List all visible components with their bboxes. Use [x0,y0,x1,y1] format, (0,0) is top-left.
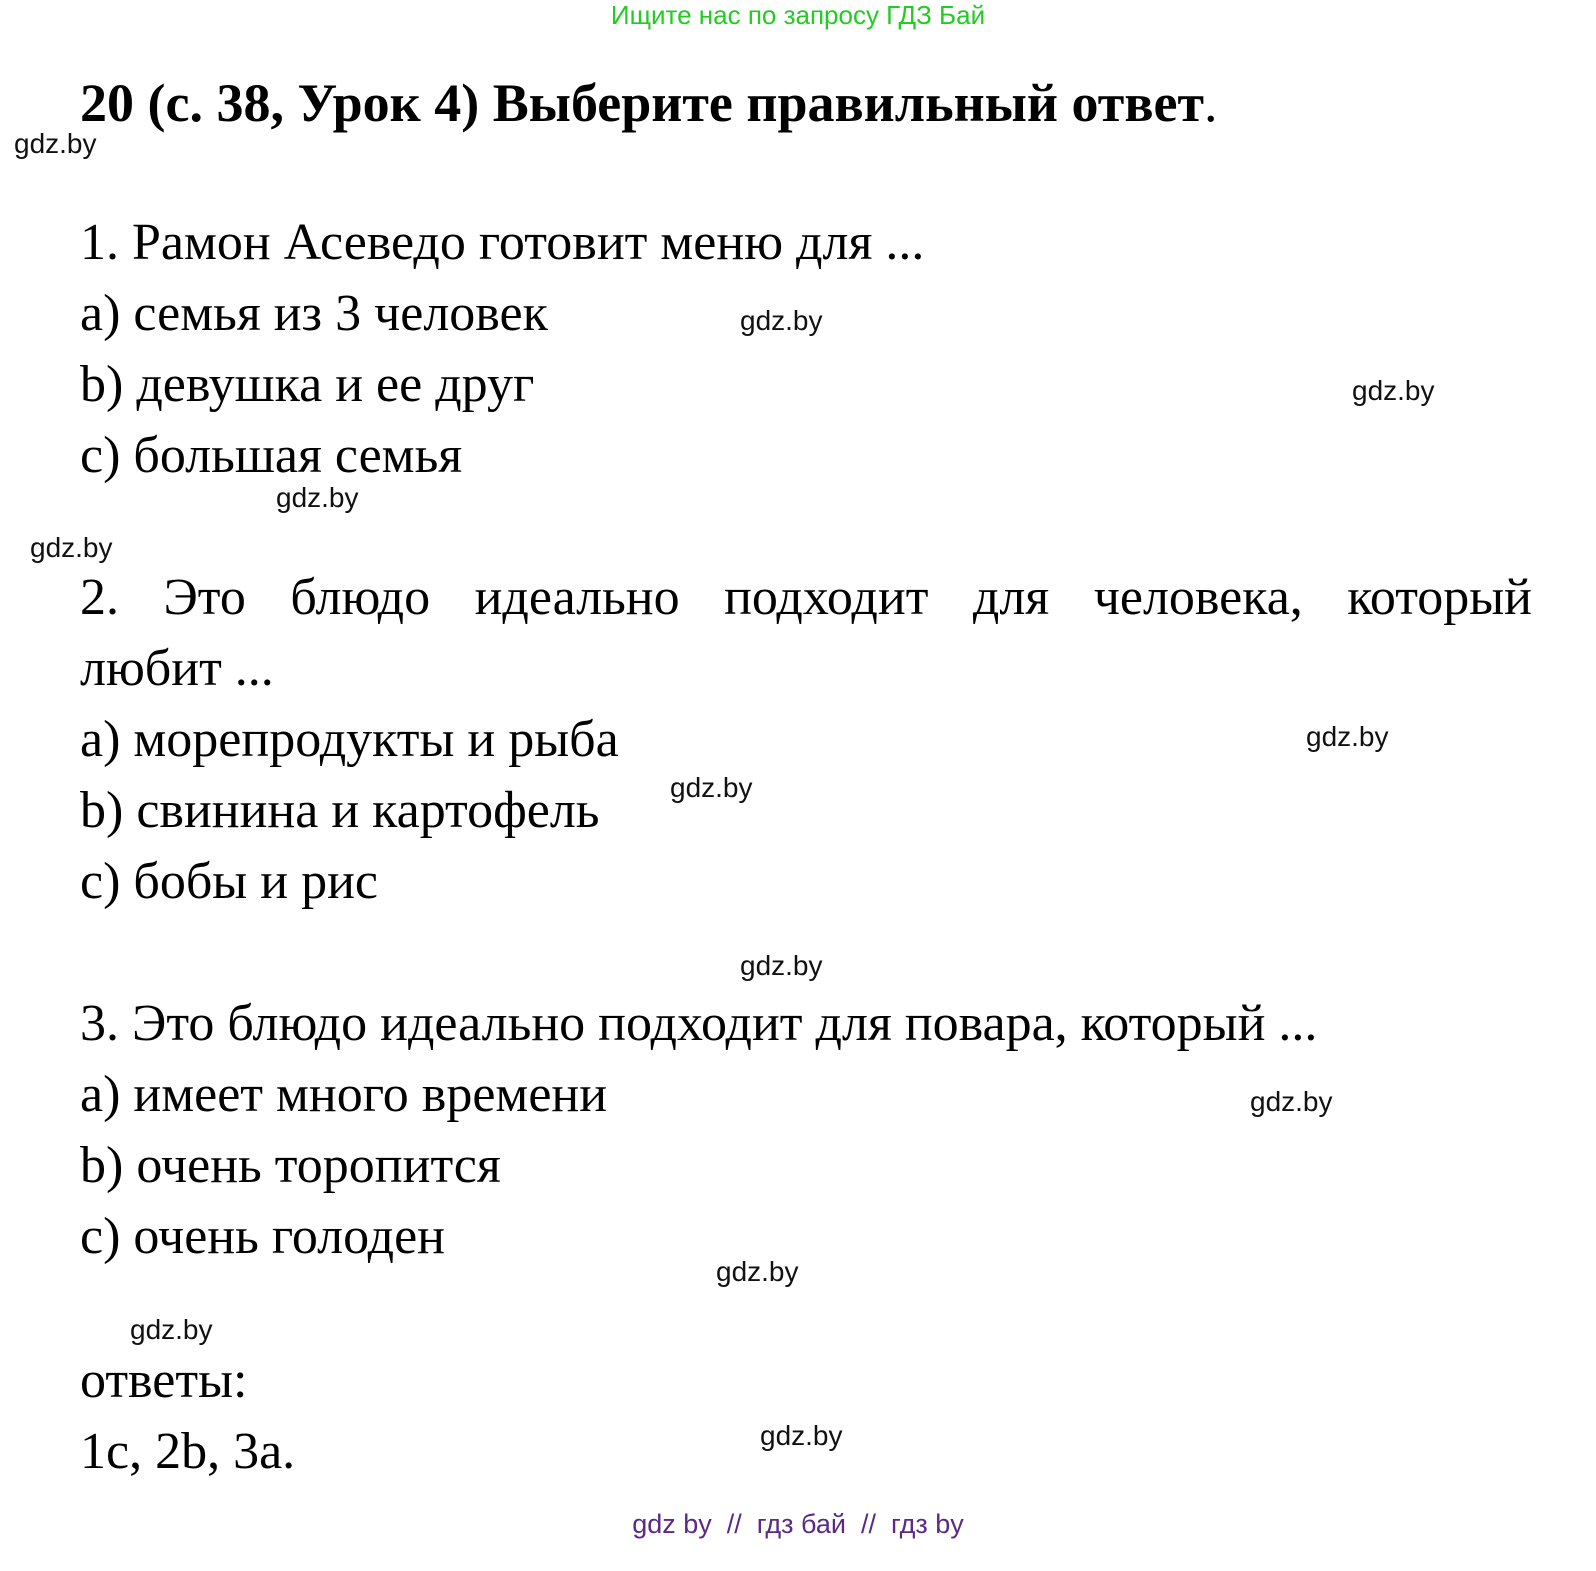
watermark: gdz.by [30,532,113,563]
answers-label: ответы: [80,1352,248,1409]
question-1-option-b: b) девушка и ее друг [80,356,535,413]
question-2-line-2: любит ... [80,640,274,697]
watermark: gdz.by [760,1420,843,1451]
question-3-option-a: a) имеет много времени [80,1066,608,1123]
question-3-option-c: c) очень голоден [80,1208,445,1265]
watermark: gdz.by [740,950,823,981]
question-2-option-b: b) свинина и картофель [80,782,600,839]
question-3: 3. Это блюдо идеально подходит для повара, который ... [80,995,1318,1052]
watermark: gdz.by [276,482,359,513]
page-title [80,72,1217,134]
title-dot: . [1203,73,1218,133]
question-2-option-c: c) бобы и рис [80,853,378,910]
watermark: gdz.by [740,305,823,336]
question-1-option-a: a) семья из 3 человек [80,285,548,342]
watermark: gdz.by [130,1314,213,1345]
answers-value: 1c, 2b, 3a. [80,1423,296,1480]
question-2-line-1: 2. Это блюдо идеально подходит для человека, который [80,569,1532,626]
watermark: gdz.by [670,772,753,803]
watermark: gdz.by [14,128,97,159]
watermark: gdz.by [1352,375,1435,406]
question-1: 1. Рамон Асеведо готовит меню для ... [80,214,925,271]
watermark: gdz.by [1306,721,1389,752]
footer: gdz by // гдз бай // гдз by [632,1509,964,1539]
question-2-option-a: a) морепродукты и рыба [80,711,619,768]
title-text: 20 (с. 38, Урок 4) Выберите правильный ответ [80,73,1204,133]
question-1-option-c: c) большая семья [80,427,463,484]
question-3-option-b: b) очень торопится [80,1137,501,1194]
top-banner: Ищите нас по запросу ГДЗ Бай [610,0,986,30]
watermark: gdz.by [1250,1086,1333,1117]
watermark: gdz.by [716,1256,799,1287]
